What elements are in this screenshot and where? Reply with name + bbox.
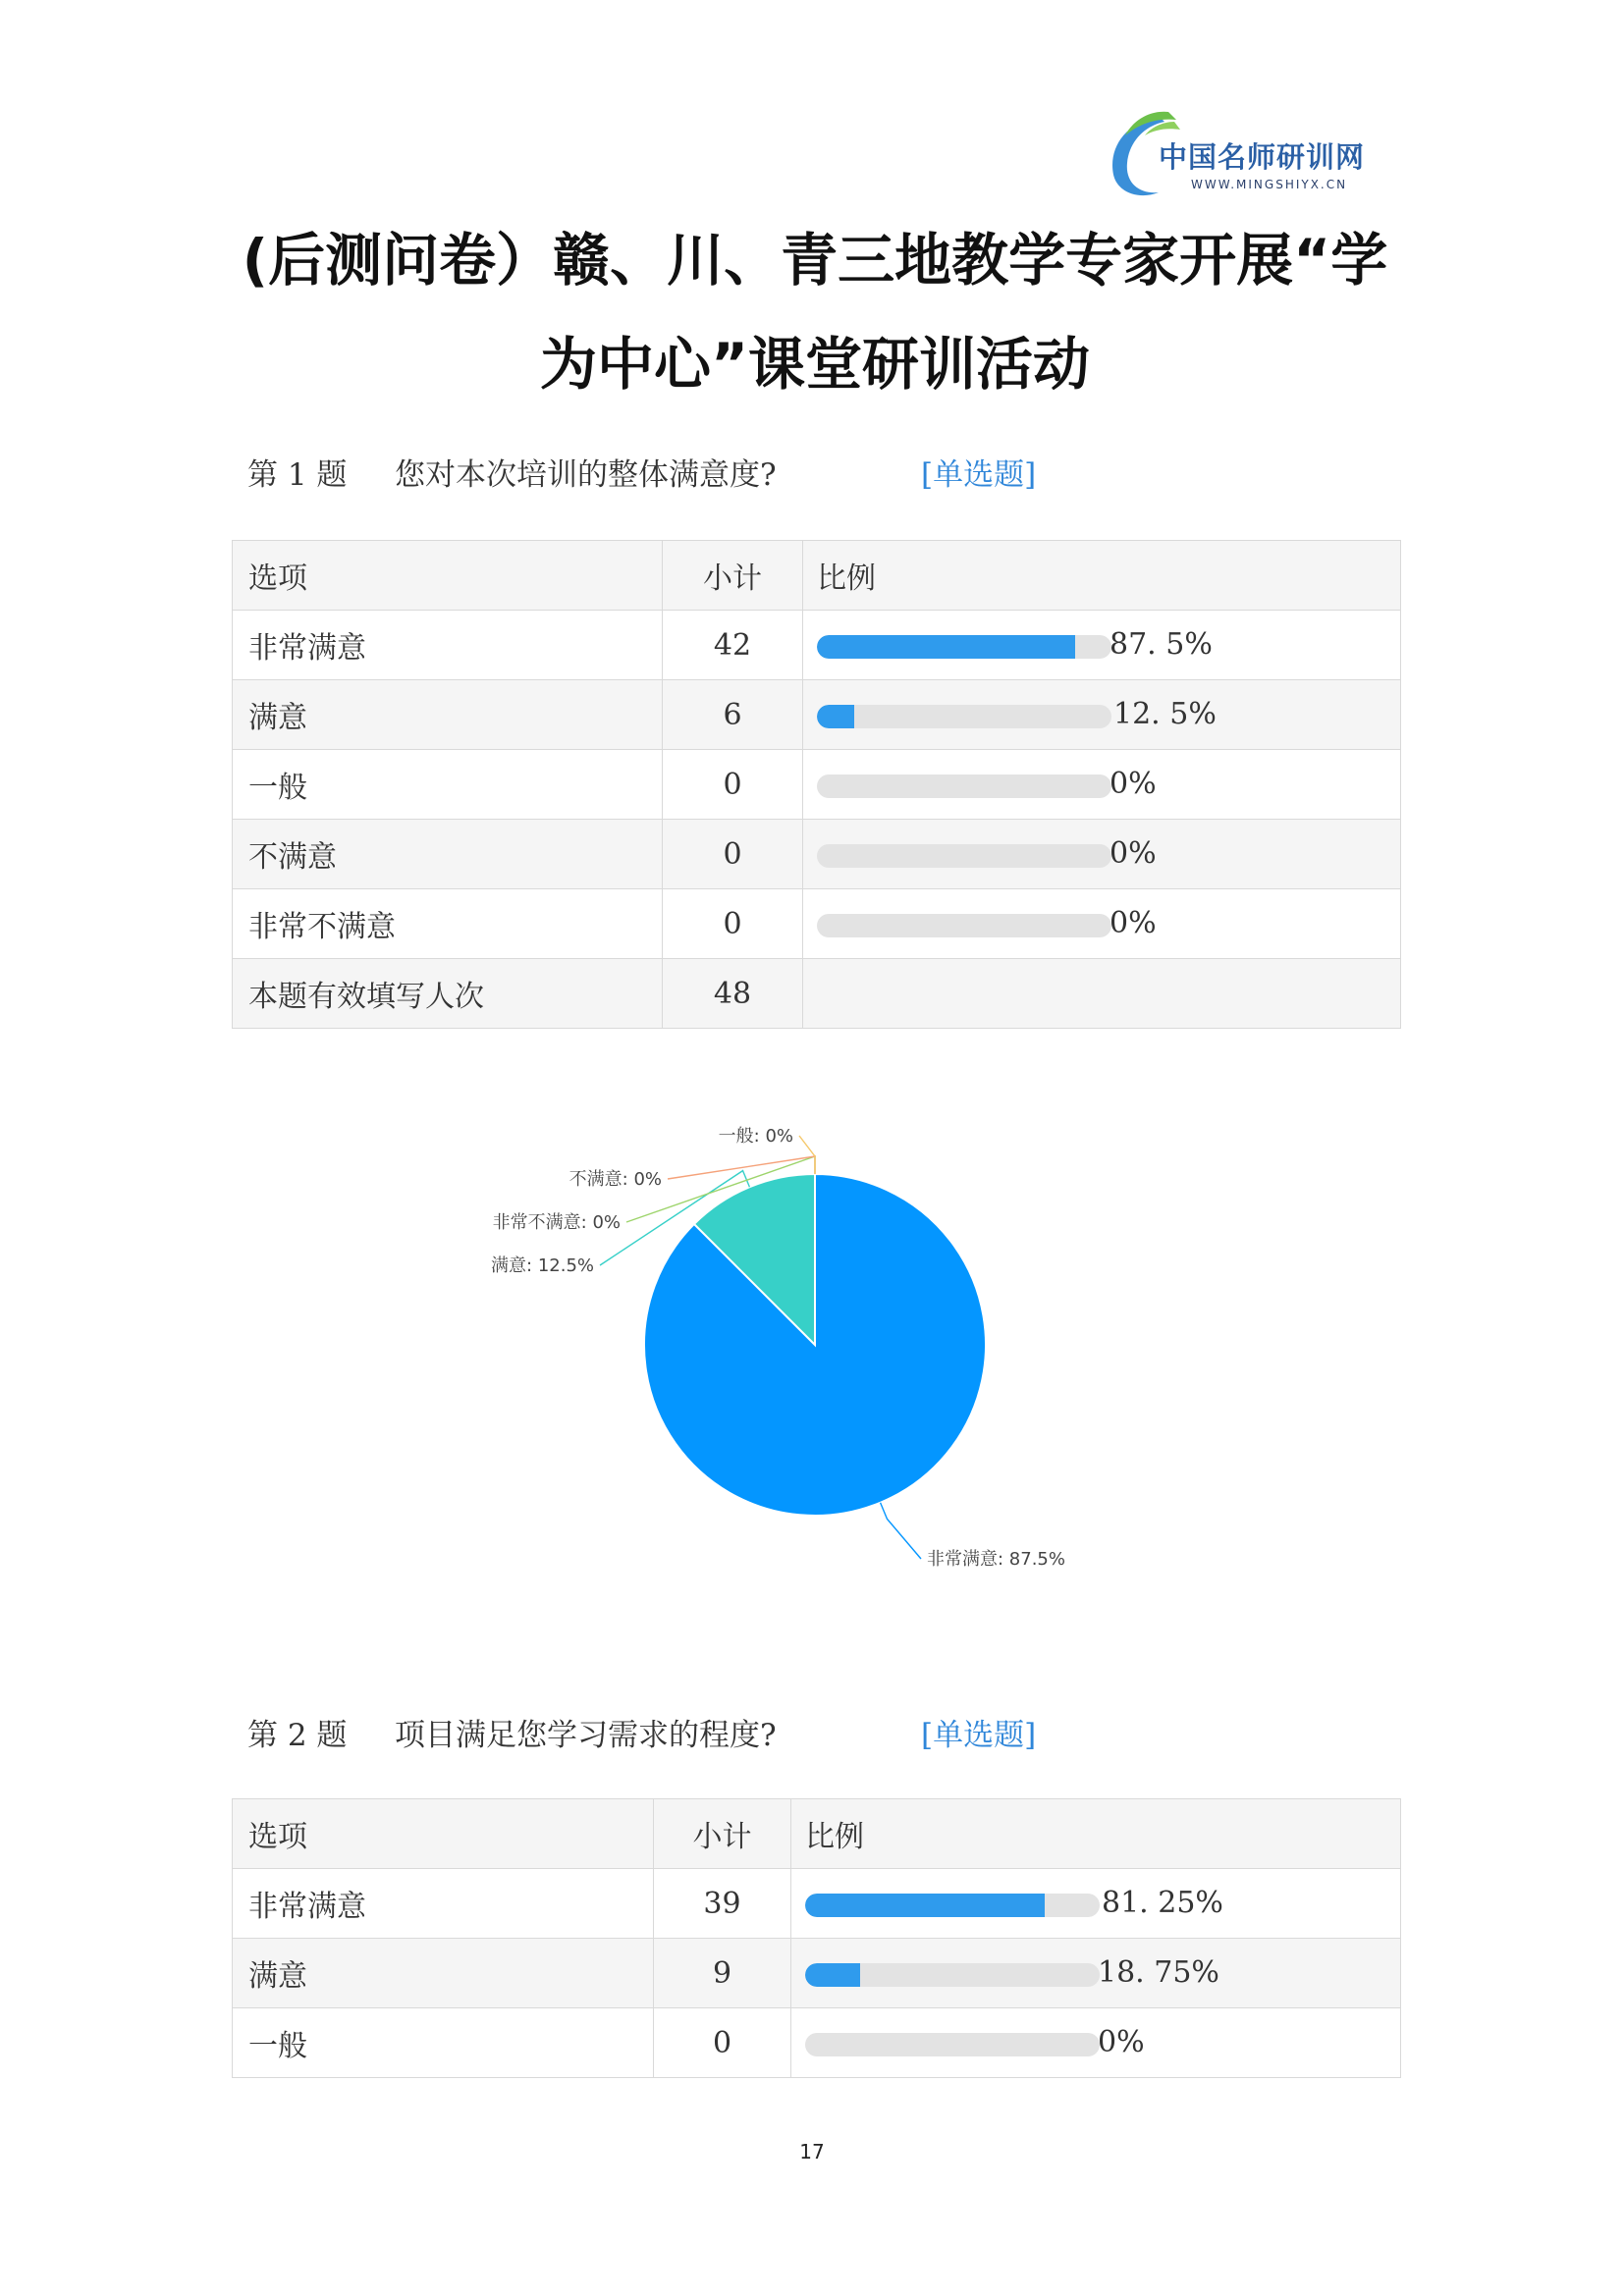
- option-count: 6: [663, 680, 803, 750]
- option-label: 非常满意: [233, 1869, 654, 1939]
- header-count: 小计: [654, 1799, 791, 1869]
- ratio-bar-fill: [817, 635, 1075, 659]
- title-line-1: (后测问卷）赣、川、青三地教学专家开展“学: [242, 227, 1388, 294]
- ratio-bar: [805, 1894, 1100, 1917]
- ratio-percent: 18. 75%: [1098, 1955, 1219, 1990]
- table-header-row: [233, 1799, 1401, 1869]
- option-count: 9: [654, 1939, 791, 2008]
- option-count: 0: [663, 750, 803, 820]
- table-row: [233, 680, 1401, 750]
- option-ratio: [791, 2008, 1401, 2078]
- ratio-bar-fill: [817, 705, 854, 728]
- question-1-number: 第 1 题: [247, 457, 348, 493]
- option-ratio: [803, 820, 1401, 889]
- site-logo: [1100, 106, 1394, 200]
- option-ratio: [791, 1869, 1401, 1939]
- ratio-percent: 0%: [1110, 906, 1157, 940]
- option-label: 非常不满意: [233, 889, 663, 959]
- header-ratio: 比例: [803, 541, 1401, 611]
- option-label: 一般: [233, 750, 663, 820]
- total-count: 48: [663, 959, 803, 1029]
- question-1-text: 您对本次培训的整体满意度?: [395, 457, 777, 493]
- question-2-text: 项目满足您学习需求的程度?: [395, 1718, 777, 1753]
- header-count: 小计: [663, 541, 803, 611]
- option-count: 0: [663, 889, 803, 959]
- total-empty-cell: [803, 959, 1401, 1029]
- option-ratio: [803, 750, 1401, 820]
- pie-label: 非常满意: 87.5%: [927, 1549, 1065, 1570]
- ratio-percent: 12. 5%: [1113, 697, 1217, 731]
- logo-name: 中国名师研训网: [1159, 140, 1366, 174]
- option-count: 0: [663, 820, 803, 889]
- ratio-bar-fill: [805, 1963, 860, 1987]
- pie-label: 不满意: 0%: [568, 1169, 662, 1190]
- ratio-percent: 81. 25%: [1102, 1886, 1223, 1920]
- option-ratio: [803, 889, 1401, 959]
- pie-slices: [644, 1174, 986, 1516]
- title-line-2: 为中心”课堂研训活动: [539, 331, 1091, 398]
- option-count: 39: [654, 1869, 791, 1939]
- question-1-table: [232, 540, 1401, 1029]
- option-label: 非常满意: [233, 611, 663, 680]
- table-row: [233, 2008, 1401, 2078]
- question-2-table: [232, 1798, 1401, 2078]
- option-ratio: [803, 680, 1401, 750]
- header-ratio: 比例: [791, 1799, 1401, 1869]
- ratio-bar: [805, 1963, 1100, 1987]
- ratio-bar: [817, 705, 1111, 728]
- ratio-bar: [817, 774, 1111, 798]
- document-title: [226, 208, 1404, 416]
- ratio-percent: 0%: [1098, 2025, 1145, 2059]
- option-ratio: [803, 611, 1401, 680]
- pie-label: 非常不满意: 0%: [492, 1212, 621, 1233]
- ratio-bar-fill: [805, 1894, 1045, 1917]
- option-label: 满意: [233, 1939, 654, 2008]
- option-label: 不满意: [233, 820, 663, 889]
- table-row: [233, 1869, 1401, 1939]
- table-row: [233, 1939, 1401, 2008]
- table-header-row: [233, 541, 1401, 611]
- table-row: [233, 750, 1401, 820]
- option-label: 一般: [233, 2008, 654, 2078]
- ratio-bar: [817, 635, 1111, 659]
- table-row: [233, 820, 1401, 889]
- ratio-bar: [817, 844, 1111, 868]
- ratio-bar: [805, 2033, 1100, 2056]
- logo-url: WWW.MINGSHIYX.CN: [1191, 178, 1348, 191]
- ratio-percent: 0%: [1110, 836, 1157, 871]
- header-option: 选项: [233, 541, 663, 611]
- question-2-number: 第 2 题: [247, 1718, 348, 1753]
- header-option: 选项: [233, 1799, 654, 1869]
- pie-label: 满意: 12.5%: [491, 1255, 594, 1276]
- ratio-percent: 0%: [1110, 767, 1157, 801]
- page-number: 17: [799, 2140, 825, 2163]
- ratio-bar: [817, 914, 1111, 937]
- question-1-pie-chart: [452, 1099, 1159, 1610]
- table-row: [233, 889, 1401, 959]
- option-ratio: [791, 1939, 1401, 2008]
- option-label: 满意: [233, 680, 663, 750]
- total-label: 本题有效填写人次: [233, 959, 663, 1029]
- pie-label-line: [799, 1136, 815, 1174]
- question-1-type: [单选题]: [921, 457, 1037, 493]
- ratio-percent: 87. 5%: [1110, 627, 1213, 662]
- pie-label: 一般: 0%: [718, 1126, 793, 1147]
- option-count: 0: [654, 2008, 791, 2078]
- table-total-row: [233, 959, 1401, 1029]
- pie-label-line: [881, 1503, 921, 1559]
- question-2-type: [单选题]: [921, 1718, 1037, 1753]
- option-count: 42: [663, 611, 803, 680]
- table-row: [233, 611, 1401, 680]
